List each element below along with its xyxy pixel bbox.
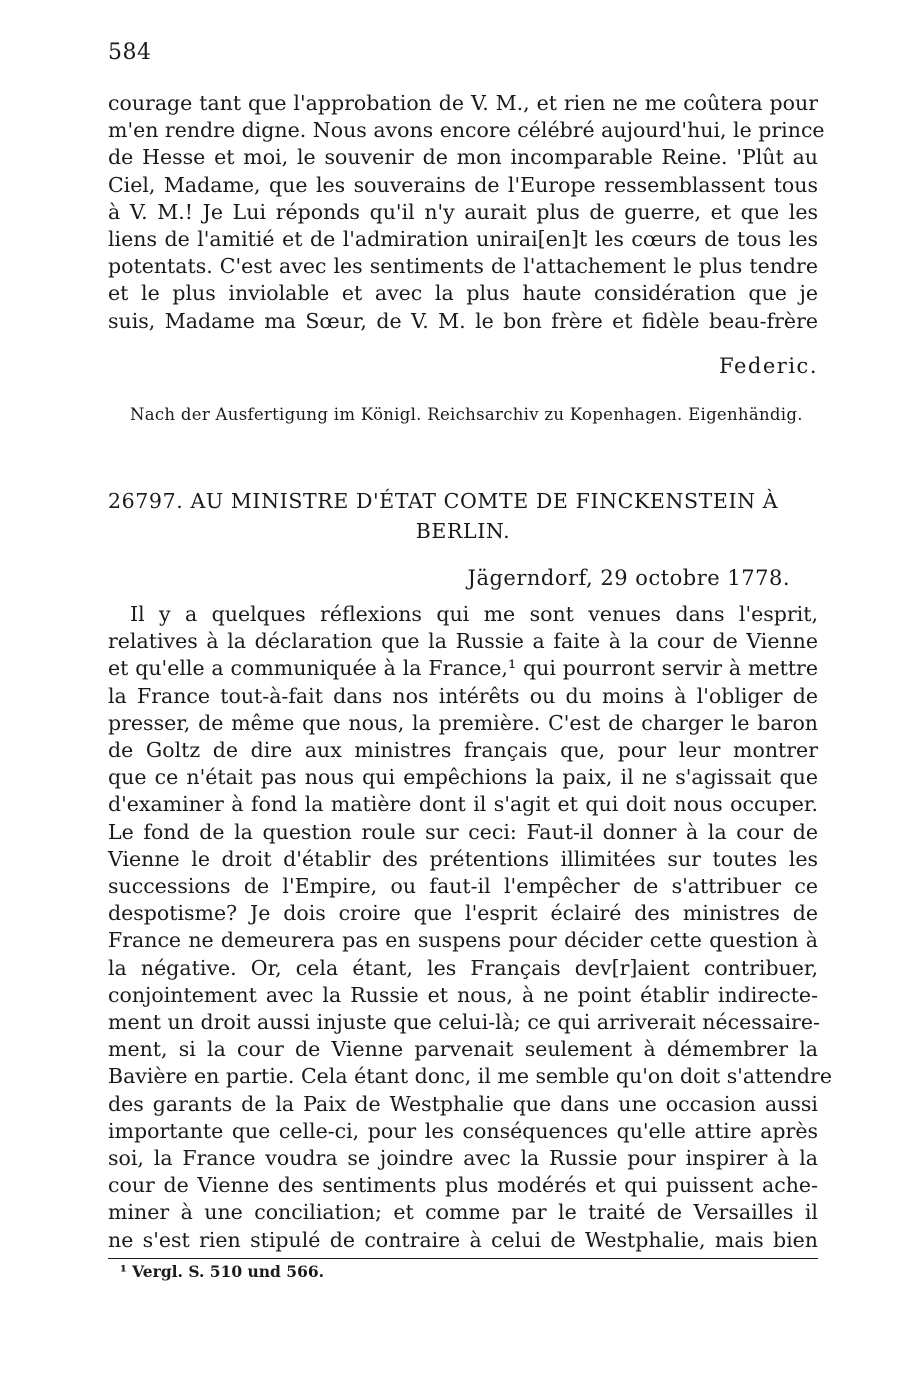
text-line: potentats. C'est avec les sentiments de l'attachement le plus tendre bbox=[108, 254, 818, 279]
text-line: et le plus inviolable et avec la plus haute considération que je bbox=[108, 281, 818, 306]
text-line: Il y a quelques réflexions qui me sont venues dans l'esprit, bbox=[130, 602, 818, 626]
text-line: la France tout-à-fait dans nos intérêts ou du moins à l'obliger de bbox=[108, 683, 818, 708]
text-line: à V. M.! Je Lui réponds qu'il n'y aurait plus de guerre, et que les bbox=[108, 199, 818, 224]
text-line: d'examiner à fond la matière dont il s'agit et qui doit nous occuper. bbox=[108, 792, 818, 817]
text-line: m'en rendre digne. Nous avons encore célébré aujourd'hui, le prince bbox=[108, 118, 825, 143]
text-line: soi, la France voudra se joindre avec la Russie pour inspirer à la bbox=[108, 1146, 818, 1171]
text-line: importante que celle-ci, pour les conséquences qu'elle attire après bbox=[108, 1118, 818, 1143]
text-line: Le fond de la question roule sur ceci: Faut-il donner à la cour de bbox=[108, 819, 818, 844]
text-line: Bavière en partie. Cela étant donc, il me semble qu'on doit s'attendre bbox=[108, 1064, 832, 1089]
text-line: de Goltz de dire aux ministres français que, pour leur montrer bbox=[108, 738, 818, 763]
footnote-divider bbox=[108, 1258, 818, 1259]
letter-body-text bbox=[108, 601, 832, 1254]
text-line: successions de l'Empire, ou faut-il l'empêcher de s'attribuer ce bbox=[108, 874, 818, 899]
text-line: la négative. Or, cela étant, les Français dev[r]aient contribuer, bbox=[108, 955, 818, 980]
text-line: des garants de la Paix de Westphalie que dans une occasion aussi bbox=[108, 1091, 818, 1116]
text-line: despotisme? Je dois croire que l'esprit éclairé des ministres de bbox=[108, 901, 818, 926]
text-line: miner à une conciliation; et comme par le traité de Versailles il bbox=[108, 1200, 818, 1225]
text-line: Vienne le droit d'établir des prétentions illimitées sur toutes les bbox=[108, 846, 818, 871]
place-date: Jägerndorf, 29 octobre 1778. bbox=[467, 566, 790, 590]
text-line: ment, si la cour de Vienne parvenait seulement à démembrer la bbox=[108, 1037, 818, 1062]
text-line: Ciel, Madame, que les souverains de l'Europe ressemblassent tous bbox=[108, 172, 818, 197]
text-line: et qu'elle a communiquée à la France,¹ qui pourront servir à mettre bbox=[108, 656, 818, 681]
source-note: Nach der Ausfertigung im Königl. Reichsarchiv zu Kopenhagen. Eigenhändig. bbox=[130, 405, 803, 424]
letter-end-text bbox=[108, 90, 825, 335]
text-line: cour de Vienne des sentiments plus modérés et qui puissent ache- bbox=[108, 1173, 818, 1198]
text-line: de Hesse et moi, le souvenir de mon incomparable Reine. 'Plût au bbox=[108, 145, 818, 170]
text-line: France ne demeurera pas en suspens pour décider cette question à bbox=[108, 928, 818, 953]
text-line: relatives à la déclaration que la Russie a faite à la cour de Vienne bbox=[108, 629, 818, 654]
text-line: suis, Madame ma Sœur, de V. M. le bon frère et fidèle beau-frère bbox=[108, 308, 818, 333]
text-line: ne s'est rien stipulé de contraire à celui de Westphalie, mais bien bbox=[108, 1227, 818, 1252]
page-number: 584 bbox=[108, 40, 152, 65]
text-line: liens de l'amitié et de l'admiration unirai[en]t les cœurs de tous les bbox=[108, 227, 818, 252]
heading-line: 26797. AU MINISTRE D'ÉTAT COMTE DE FINCKENSTEIN À bbox=[108, 489, 779, 513]
text-line: presser, de même que nous, la première. C'est de charger le baron bbox=[108, 710, 818, 735]
text-line: ment un droit aussi injuste que celui-là; ce qui arriverait nécessaire- bbox=[108, 1010, 820, 1035]
text-line: courage tant que l'approbation de V. M., et rien ne me coûtera pour bbox=[108, 91, 818, 115]
text-line: conjointement avec la Russie et nous, à ne point établir indirecte- bbox=[108, 982, 818, 1007]
signature: Federic. bbox=[719, 354, 818, 378]
document-heading bbox=[108, 486, 818, 546]
heading-line: BERLIN. bbox=[415, 519, 511, 543]
text-line: que ce n'était pas nous qui empêchions la paix, il ne s'agissait que bbox=[108, 765, 818, 790]
footnote: ¹ Vergl. S. 510 und 566. bbox=[120, 1262, 325, 1281]
